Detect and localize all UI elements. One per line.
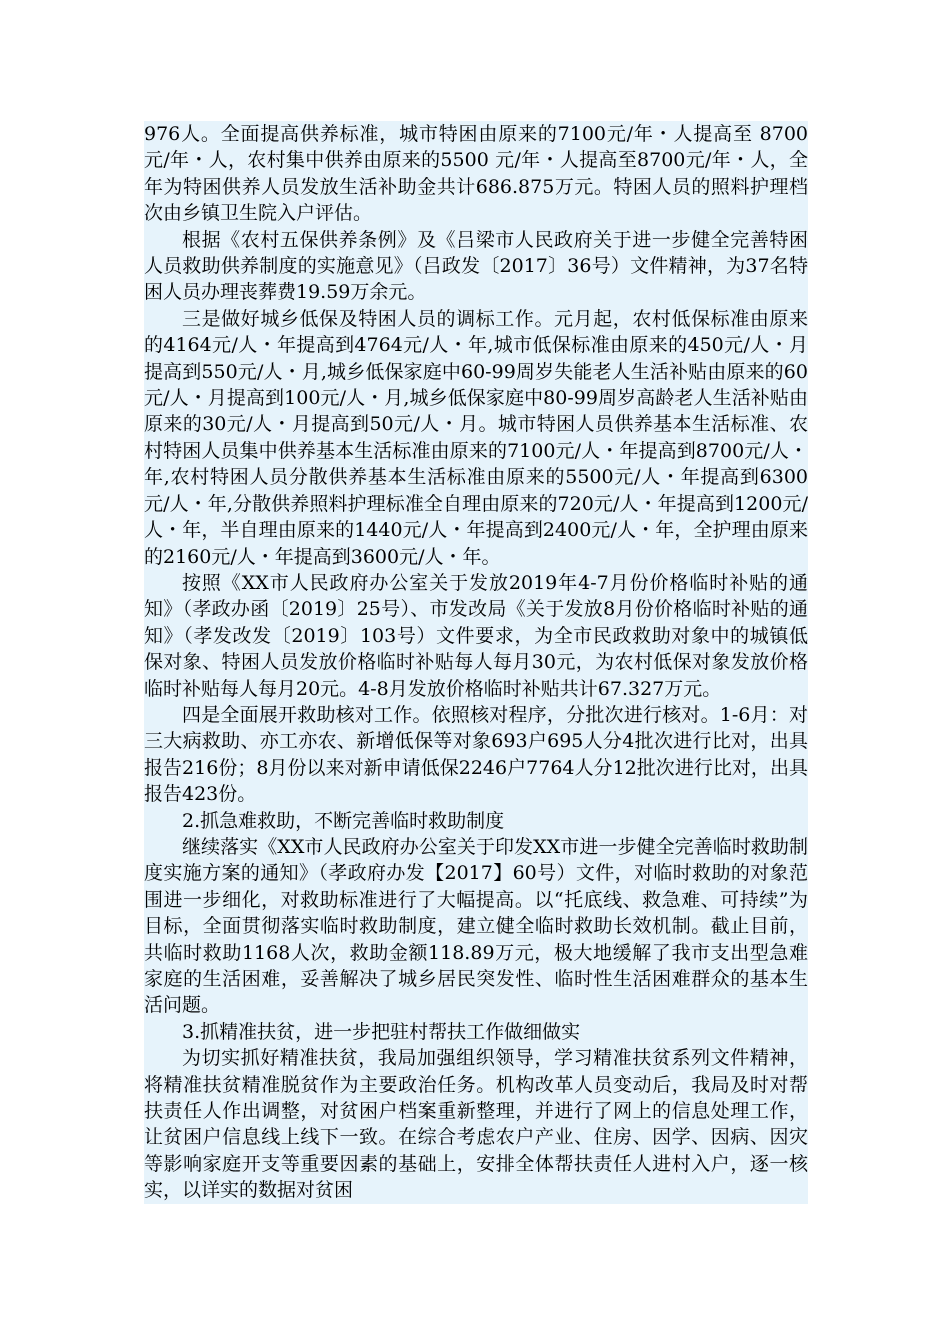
paragraph-standard-adjustment: 三是做好城乡低保及特困人员的调标工作。元月起，农村低保标准由原来的4164元/人・年提高到4764元/人・年,城市低保标准由原来的450元/人・月提高到550元/人・月,城乡低保家庭中60-99周岁失能老人生活补贴由原来的60元/人・月提高到100元/人・月,城乡低保家庭中80-99周岁高龄老人生活补贴由原来的30元/人・月提高到50元/人・月。城市特困人员供养基本生活标准、农村特困人员集中供养基本生活标准由原来的7100元/人・年提高到8700元/人・年,农村特困人员分散供养基本生活标准由原来的5500元/人・年提高到6300元/人・年,分散供养照料护理标准全自理由原来的720元/人・年提高到1200元/人・年，半自理由原来的1440元/人・年提高到2400元/人・年，全护理由原来的2160元/人・年提高到3600元/人・年。 bbox=[144, 307, 808, 568]
paragraph-verification: 四是全面展开救助核对工作。依照核对程序，分批次进行核对。1-6月：对三大病救助、亦工亦农、新增低保等对象693户695人分4批次进行比对，出具报告216份；8月份以来对新申请低保2246户7764人分12批次进行比对，出具报告423份。 bbox=[144, 703, 808, 806]
section-heading-emergency-relief: 2.抓急难救助，不断完善临时救助制度 bbox=[182, 809, 505, 832]
section-heading-poverty-alleviation: 3.抓精准扶贫，进一步把驻村帮扶工作做细做实 bbox=[182, 1020, 581, 1043]
paragraph-temporary-relief: 继续落实《XX市人民政府办公室关于印发XX市进一步健全完善临时救助制度实施方案的通知》（孝政府办发【2017】60号）文件，对临时救助的对象范围进一步细化，对救助标准进行了大幅提高。以“托底线、救急难、可持续”为目标，全面贯彻落实临时救助制度，建立健全临时救助长效机制。截止目前，共临时救助1168人次，救助金额118.89万元，极大地缓解了我市支出型急难家庭的生活困难，妥善解决了城乡居民突发性、临时性生活困难群众的基本生活问题。 bbox=[144, 835, 808, 1017]
document-body bbox=[144, 121, 808, 1204]
paragraph-poverty-alleviation: 为切实抓好精准扶贫，我局加强组织领导，学习精准扶贫系列文件精神，将精准扶贫精准脱贫作为主要政治任务。机构改革人员变动后，我局及时对帮扶责任人作出调整，对贫困户档案重新整理，并进行了网上的信息处理工作，让贫困户信息线上线下一致。在综合考虑农户产业、住房、因学、因病、因灾等影响家庭开支等重要因素的基础上，安排全体帮扶责任人进村入户，逐一核实，以详实的数据对贫困 bbox=[144, 1047, 808, 1202]
paragraph-funeral-expenses: 根据《农村五保供养条例》及《吕梁市人民政府关于进一步健全完善特困人员救助供养制度的实施意见》（吕政发〔2017〕36号）文件精神，为37名特困人员办理丧葬费19.59万余元。 bbox=[144, 228, 808, 304]
paragraph-continuation: 976人。全面提高供养标准，城市特困由原来的7100元/年・人提高至 8700元/年・人，农村集中供养由原来的5500 元/年・人提高至8700元/年・人，全年为特困供养人员发放生活补助金共计686.875万元。特困人员的照料护理档次由乡镇卫生院入户评估。 bbox=[144, 123, 808, 225]
paragraph-price-subsidy: 按照《XX市人民政府办公室关于发放2019年4-7月份价格临时补贴的通知》（孝政办函〔2019〕25号）、市发改局《关于发放8月份价格临时补贴的通知》（孝发改发〔2019〕103号）文件要求，为全市民政救助对象中的城镇低保对象、特困人员发放价格临时补贴每人每月30元，为农村低保对象发放价格临时补贴每人每月20元。4-8月发放价格临时补贴共计67.327万元。 bbox=[144, 571, 808, 700]
